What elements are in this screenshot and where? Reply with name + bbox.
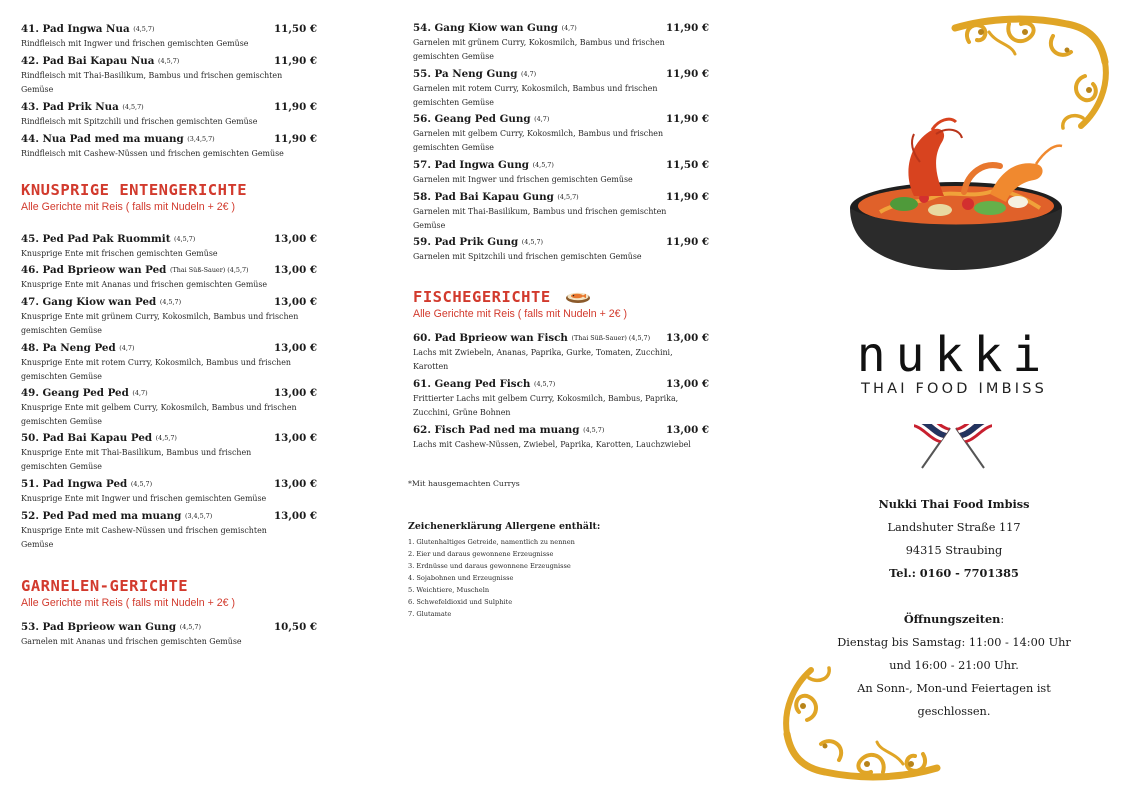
dish-name: 45. Ped Pad Pak Ruommit <box>21 233 171 245</box>
brand-panel <box>785 0 1123 794</box>
dish-description: Knusprige Ente mit Cashew-Nüssen und frischen gemischten Gemüse <box>21 526 267 549</box>
list-item <box>21 431 319 477</box>
dish-price: 11,90 € <box>274 55 317 67</box>
section-subtitle-shrimp: Alle Gerichte mit Reis ( falls mit Nudeln + 2€ ) <box>21 597 236 609</box>
dish-price: 13,00 € <box>274 264 317 276</box>
dish-description: Rindfleisch mit Ingwer und frischen gemischten Gemüse <box>21 39 249 48</box>
allergen-legend <box>408 520 708 620</box>
list-item <box>413 377 711 423</box>
dish-description: Frittierter Lachs mit gelbem Curry, Kokosmilch, Bambus, Paprika, Zucchini, Grüne Bohnen <box>413 394 679 417</box>
dish-price: 13,00 € <box>666 332 709 344</box>
dish-price: 11,90 € <box>274 101 317 113</box>
dish-name: 55. Pa Neng Gung <box>413 68 518 80</box>
dish-name: 42. Pad Bai Kapau Nua <box>21 55 155 67</box>
dish-allergens: (4,5,7) <box>130 480 153 488</box>
dish-description: Garnelen mit grünem Curry, Kokosmilch, Bambus und frischen gemischten Gemüse <box>413 38 665 61</box>
legend-list <box>408 536 708 620</box>
address-street: Landshuter Straße 117 <box>887 521 1021 534</box>
fish-section <box>413 287 711 321</box>
dish-allergens: (4,5,7) <box>133 25 155 33</box>
dish-allergens: (Thai Süß-Sauer) (4,5,7) <box>571 334 651 342</box>
dish-allergens: (4,7) <box>521 70 537 78</box>
dish-allergens: (4,7) <box>534 115 550 123</box>
dish-name: 61. Geang Ped Fisch <box>413 378 531 390</box>
dish-allergens: (4,5,7) <box>583 426 605 434</box>
logo-tagline: THAI FOOD IMBISS <box>860 381 1048 397</box>
dish-allergens: (4,5,7) <box>557 193 579 201</box>
shrimp-dishes-list <box>21 620 319 652</box>
dish-description: Garnelen mit Thai-Basilikum, Bambus und frischen gemischten Gemüse <box>413 207 667 230</box>
crossed-thai-flags-icon <box>914 424 992 470</box>
dish-name: 52. Ped Pad med ma muang <box>21 510 182 522</box>
dish-allergens: (4,7) <box>132 389 148 397</box>
opening-hours-line: geschlossen. <box>917 705 991 718</box>
dish-name: 41. Pad Ingwa Nua <box>21 23 130 35</box>
dish-allergens: (4,5,7) <box>158 57 180 65</box>
dish-allergens: (4,5,7) <box>179 623 201 631</box>
duck-dishes-list <box>21 232 319 555</box>
dish-allergens: (3,4,5,7) <box>184 512 213 520</box>
legend-item: 4. Sojabohnen und Erzeugnisse <box>408 574 514 582</box>
dish-name: 49. Geang Ped Ped <box>21 387 129 399</box>
logo-wordmark: nukki <box>856 327 1052 383</box>
list-item <box>21 232 319 263</box>
dish-description: Knusprige Ente mit frischen gemischten Gemüse <box>21 249 218 258</box>
dish-name: 59. Pad Prik Gung <box>413 236 519 248</box>
beef-dishes-list <box>21 22 319 164</box>
dish-description: Knusprige Ente mit Thai-Basilikum, Bambus und frischen gemischten Gemüse <box>21 448 252 471</box>
dish-description: Garnelen mit Ingwer und frischen gemischten Gemüse <box>413 175 633 184</box>
dish-allergens: (4,5,7) <box>533 380 556 388</box>
dish-price: 13,00 € <box>274 478 317 490</box>
list-item <box>413 423 711 455</box>
section-title-fish: FISCHEGERICHTE <box>413 288 551 306</box>
dish-price: 11,90 € <box>666 113 709 125</box>
dish-name: 46. Pad Bprieow wan Ped <box>21 264 167 276</box>
dish-description: Knusprige Ente mit gelbem Curry, Kokosmilch, Bambus und frischen gemischten Gemüse <box>21 403 297 426</box>
dish-description: Lachs mit Zwiebeln, Ananas, Paprika, Gurke, Tomaten, Zucchini, Karotten <box>413 348 673 371</box>
opening-hours-colon: : <box>1000 613 1005 626</box>
dish-allergens: (4,5,7) <box>521 238 544 246</box>
section-title-shrimp: GARNELEN-GERICHTE <box>21 577 189 595</box>
dish-description: Garnelen mit Spitzchili und frischen gemischten Gemüse <box>413 252 642 261</box>
list-item <box>21 477 319 509</box>
opening-hours-line: und 16:00 - 21:00 Uhr. <box>889 659 1019 672</box>
dish-price: 13,00 € <box>274 342 317 354</box>
list-item <box>21 100 319 132</box>
legend-item: 5. Weichtiere, Muscheln <box>408 586 490 594</box>
legend-item: 6. Schwefeldioxid und Sulphite <box>408 598 513 606</box>
dish-allergens: (4,5,7) <box>155 434 177 442</box>
dish-allergens: (4,7) <box>561 24 577 32</box>
shrimp-dishes-list-continued <box>413 21 711 267</box>
list-item <box>413 158 711 190</box>
list-item <box>21 386 319 431</box>
list-item <box>413 21 711 67</box>
dish-price: 11,90 € <box>274 133 317 145</box>
dish-name: 48. Pa Neng Ped <box>21 342 116 354</box>
dish-price: 10,50 € <box>274 621 317 633</box>
dish-description: Rindfleisch mit Spitzchili und frischen gemischten Gemüse <box>21 117 258 126</box>
duck-section <box>21 180 319 214</box>
dish-description: Knusprige Ente mit rotem Curry, Kokosmilch, Bambus und frischen gemischten Gemüse <box>21 358 291 381</box>
fish-plate-icon <box>565 288 591 304</box>
phone-number: Tel.: 0160 - 7701385 <box>889 566 1019 580</box>
dish-name: 56. Geang Ped Gung <box>413 113 531 125</box>
section-subtitle-fish: Alle Gerichte mit Reis ( falls mit Nudeln + 2€ ) <box>413 308 628 320</box>
dish-allergens: (4,7) <box>119 344 135 352</box>
dish-price: 11,90 € <box>666 191 709 203</box>
dish-allergens: (Thai Süß-Sauer) (4,5,7) <box>169 266 249 274</box>
section-subtitle-duck: Alle Gerichte mit Reis ( falls mit Nudeln + 2€ ) <box>21 201 236 213</box>
opening-hours-line: Dienstag bis Samstag: 11:00 - 14:00 Uhr <box>837 636 1071 649</box>
list-item <box>413 190 711 235</box>
list-item <box>413 331 711 377</box>
legend-item: 7. Glutamate <box>408 610 452 618</box>
dish-price: 11,90 € <box>666 68 709 80</box>
dish-description: Knusprige Ente mit Ingwer und frischen gemischten Gemüse <box>21 494 267 503</box>
list-item <box>21 263 319 295</box>
thai-soup-bowl-illustration <box>840 112 1072 272</box>
business-name: Nukki Thai Food Imbiss <box>878 497 1030 511</box>
list-item <box>21 509 319 555</box>
legend-item: 2. Eier und daraus gewonnene Erzeugnisse <box>408 550 554 558</box>
curry-footnote: *Mit hausgemachten Currys <box>408 479 520 488</box>
dish-allergens: (4,5,7) <box>532 161 554 169</box>
dish-price: 11,90 € <box>666 22 709 34</box>
dish-description: Garnelen mit gelbem Curry, Kokosmilch, Bambus und frischen gemischten Gemüse <box>413 129 664 152</box>
opening-hours-title: Öffnungszeiten <box>903 612 1001 626</box>
list-item <box>21 295 319 341</box>
dish-name: 50. Pad Bai Kapau Ped <box>21 432 153 444</box>
dish-description: Garnelen mit Ananas und frischen gemischten Gemüse <box>21 637 242 646</box>
gold-ornament-bottom-left <box>783 664 943 782</box>
dish-description: Rindfleisch mit Thai-Basilikum, Bambus und frischen gemischten Gemüse <box>21 71 283 94</box>
section-title-duck: KNUSPRIGE ENTENGERICHTE <box>21 181 248 199</box>
list-item <box>21 132 319 164</box>
logo-block <box>785 327 1123 398</box>
dish-description: Knusprige Ente mit grünem Curry, Kokosmilch, Bambus und frischen gemischten Gemüse <box>21 312 299 335</box>
dish-allergens: (3,4,5,7) <box>187 135 215 143</box>
legend-title: Zeichenerklärung Allergene enthält: <box>408 521 601 532</box>
dish-name: 53. Pad Bprieow wan Gung <box>21 621 177 633</box>
dish-name: 62. Fisch Pad ned ma muang <box>413 424 580 436</box>
dish-price: 11,50 € <box>666 159 709 171</box>
list-item <box>21 341 319 386</box>
fish-dishes-list <box>413 331 711 455</box>
opening-hours-line: An Sonn-, Mon-und Feiertagen ist <box>857 682 1051 695</box>
dish-price: 13,00 € <box>274 233 317 245</box>
list-item <box>21 22 319 54</box>
list-item <box>21 54 319 100</box>
dish-name: 47. Gang Kiow wan Ped <box>21 296 157 308</box>
dish-description: Lachs mit Cashew-Nüssen, Zwiebel, Paprika, Karotten, Lauchzwiebel <box>413 440 691 449</box>
dish-price: 13,00 € <box>274 387 317 399</box>
dish-price: 13,00 € <box>274 432 317 444</box>
list-item <box>413 112 711 158</box>
dish-allergens: (4,5,7) <box>174 235 196 243</box>
dish-description: Knusprige Ente mit Ananas und frischen gemischten Gemüse <box>21 280 268 289</box>
dish-name: 43. Pad Prik Nua <box>21 101 119 113</box>
list-item <box>21 620 319 652</box>
legend-item: 1. Glutenhaltiges Getreide, namentlich zu nennen <box>408 538 575 546</box>
dish-price: 13,00 € <box>274 296 317 308</box>
dish-price: 11,90 € <box>666 236 709 248</box>
contact-block <box>785 493 1123 585</box>
dish-name: 57. Pad Ingwa Gung <box>413 159 530 171</box>
dish-name: 60. Pad Bprieow wan Fisch <box>413 332 568 344</box>
shrimp-section <box>21 576 319 610</box>
dish-price: 13,00 € <box>274 510 317 522</box>
dish-price: 13,00 € <box>666 424 709 436</box>
dish-allergens: (4,5,7) <box>159 298 182 306</box>
dish-name: 44. Nua Pad med ma muang <box>21 133 184 145</box>
legend-item: 3. Erdnüsse und daraus gewonnene Erzeugnisse <box>408 562 571 570</box>
dish-price: 11,50 € <box>274 23 317 35</box>
dish-name: 58. Pad Bai Kapau Gung <box>413 191 554 203</box>
dish-name: 54. Gang Kiow wan Gung <box>413 22 558 34</box>
dish-price: 13,00 € <box>666 378 709 390</box>
dish-allergens: (4,5,7) <box>122 103 144 111</box>
dish-name: 51. Pad Ingwa Ped <box>21 478 128 490</box>
list-item <box>413 235 711 267</box>
dish-description: Garnelen mit rotem Curry, Kokosmilch, Bambus und frischen gemischten Gemüse <box>413 84 658 107</box>
list-item <box>413 67 711 112</box>
dish-description: Rindfleisch mit Cashew-Nüssen und frischen gemischten Gemüse <box>21 149 284 158</box>
address-city: 94315 Straubing <box>905 544 1003 557</box>
